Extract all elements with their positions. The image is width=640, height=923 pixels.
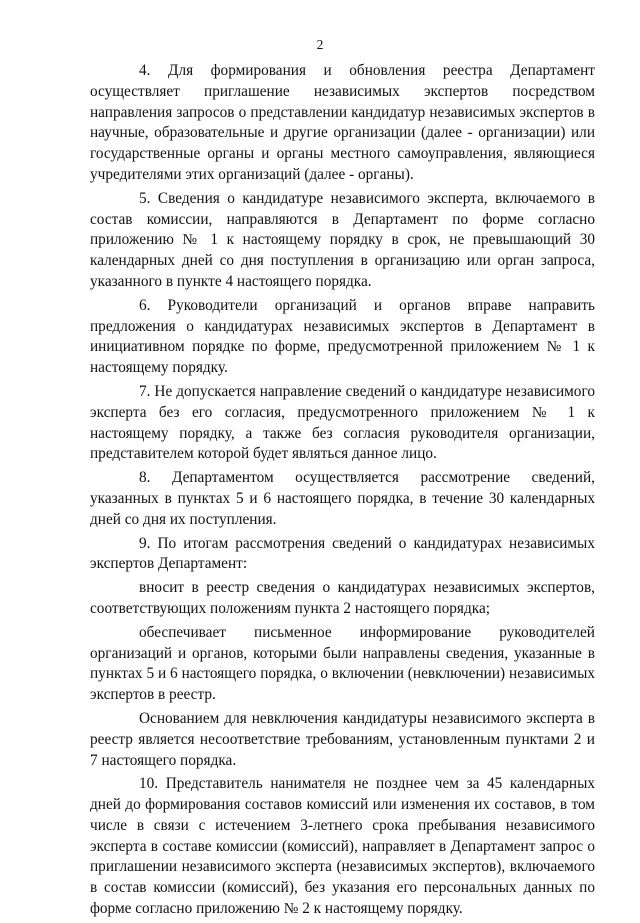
paragraph-item-7: 7. Не допускается направление сведений о кандидатуре независимого эксперта без его согласия, предусмотренного приложением № 1 к настоящему порядку, а также без согласия руководителя организации, представителем которой будет являться данное лицо. (90, 382, 595, 463)
paragraph-item-5: 5. Сведения о кандидатуре независимого эксперта, включаемого в состав комиссии, направляются в Департамент по форме согласно приложению № 1 к настоящему порядку в срок, не превышающий 30 календарных дней со дня поступления в организацию или орган запроса, указанного в пункте 4 настоящего порядка. (90, 189, 595, 290)
page-number: 2 (316, 37, 324, 52)
document-body (90, 61, 595, 923)
paragraph-item-9: 9. По итогам рассмотрения сведений о кандидатурах независимых экспертов Департамент: (90, 534, 595, 573)
paragraph-item-9-grounds: Основанием для невключения кандидатуры независимого эксперта в реестр является несоответствие требованиям, установленным пунктами 2 и 7 настоящего порядка. (90, 709, 595, 769)
paragraph-item-9-sub-2: обеспечивает письменное информирование руководителей организаций и органов, которыми были направлены сведения, указанные в пунктах 5 и 6 настоящего порядка, о включении (невключении) независимых экспертов в реестр. (90, 623, 595, 704)
paragraph-item-4: 4. Для формирования и обновления реестра Департамент осуществляет приглашение независимых экспертов посредством направления запросов о представлении кандидатур независимых экспертов в научные, образовательные и другие организации (далее - организации) или государственные органы и органы местного самоуправления, являющиеся учредителями этих организаций (далее - органы). (90, 62, 595, 183)
paragraph-item-9-sub-1: вносит в реестр сведения о кандидатурах независимых экспертов, соответствующих положениям пункта 2 настоящего порядка; (90, 579, 595, 617)
paragraph-item-6: 6. Руководители организаций и органов вправе направить предложения о кандидатурах независимых экспертов в Департамент в инициативном порядке по форме, предусмотренной приложением № 1 к настоящему порядку. (90, 296, 595, 377)
paragraph-item-10: 10. Представитель нанимателя не позднее чем за 45 календарных дней до формирования составов комиссий или изменения их составов, в том числе в связи с истечением 3-летнего срока пребывания независимого эксперта в составе комиссии (комиссий), направляет в Департамент запрос о приглашении независимого эксперта (независимых экспертов), включаемого в состав комиссии (комиссий), без указания его персональных данных по форме согласно приложению № 2 к настоящему порядку. (90, 775, 595, 918)
paragraph-item-8: 8. Департаментом осуществляется рассмотрение сведений, указанных в пунктах 5 и 6 настоящего порядка, в течение 30 календарных дней со дня их поступления. (90, 469, 595, 528)
